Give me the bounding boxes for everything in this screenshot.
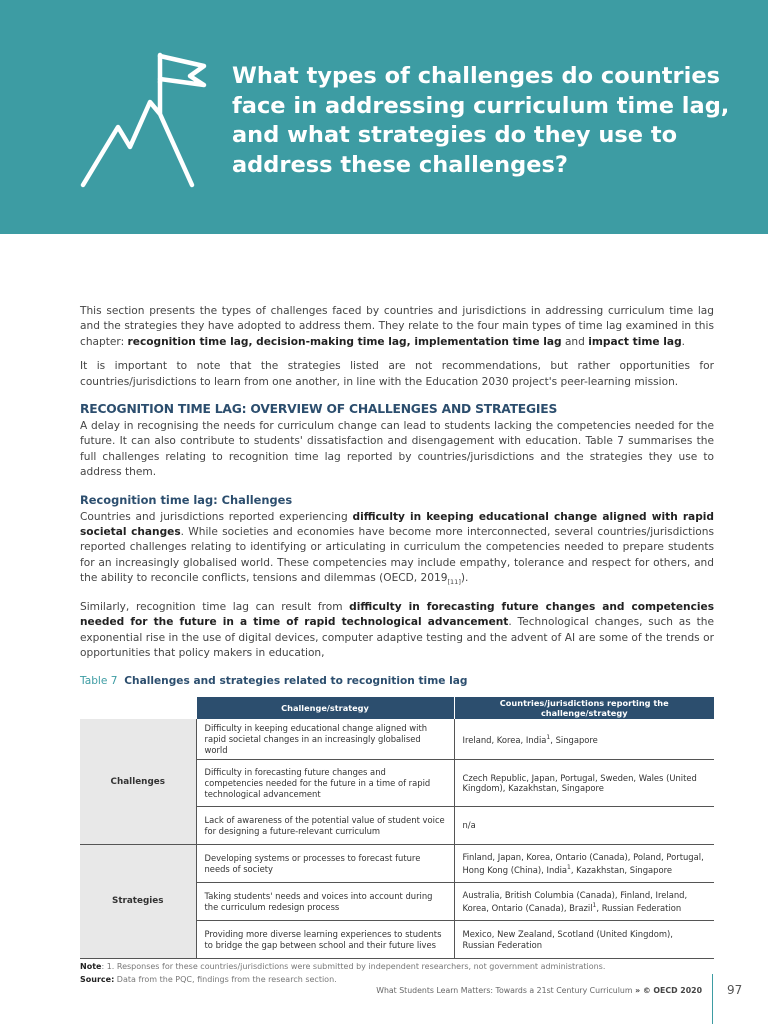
table-note: Note: 1. Responses for these countries/jurisdictions were submitted by independent researchers, not government administrations. xyxy=(80,962,606,972)
table-row xyxy=(80,845,714,883)
table-cell-countries: Australia, British Columbia (Canada), Finland, Ireland, Korea, Ontario (Canada), Brazil$^1$, Russian Federation xyxy=(454,883,714,921)
table-cell-item: Developing systems or processes to forecast future needs of society xyxy=(196,845,454,883)
challenges-strategies-table xyxy=(80,697,714,959)
table-header-row xyxy=(80,697,714,719)
subsection-heading: Recognition time lag: Challenges xyxy=(80,492,293,507)
table-cell-countries: n/a xyxy=(454,807,714,845)
section-heading: RECOGNITION TIME LAG: OVERVIEW OF CHALLENGES AND STRATEGIES xyxy=(80,402,558,417)
table-cell-item: Difficulty in forecasting future changes and competencies needed for the future in a time of rapid technological advancement xyxy=(196,760,454,807)
table-notes xyxy=(80,961,714,986)
footer-text: What Students Learn Matters: Towards a 21st Century Curriculum » © OECD 2020 xyxy=(376,986,702,995)
category-strategies: Strategies xyxy=(80,845,196,959)
table-header-countries: Countries/jurisdictions reporting the challenge/strategy xyxy=(454,697,714,719)
footer-divider xyxy=(712,974,713,1024)
table-source: Source: Data from the PQC, findings from the research section. xyxy=(80,974,337,984)
table-cell-item: Difficulty in keeping educational change aligned with rapid societal changes in an increasingly globalised world xyxy=(196,719,454,759)
section-paragraph-3: Similarly, recognition time lag can result from difficulty in forecasting future changes and competencies needed for the future in a time of rapid technological advancement. Technological changes, such as the exponential rise in the use of digital devices, computer adaptive testing and the advent of AI are some of the trends or opportunities that policy makers in education, xyxy=(80,600,715,660)
table-cell-item: Taking students' needs and voices into account during the curriculum redesign process xyxy=(196,883,454,921)
section-paragraph-1: A delay in recognising the needs for curriculum change can lead to students lacking the competencies needed for the future. It can also contribute to students' dissatisfaction and disengagement with education. Table 7 summarises the full challenges relating to recognition time lag reported by countries/jurisdictions and the strategies they use to address them. xyxy=(80,420,714,479)
page-number: 97 xyxy=(727,983,743,997)
intro-paragraph-2: It is important to note that the strategies listed are not recommendations, but rather opportunities for countries/jurisdictions to learn from one another, in line with the Education 2030 project's peer-learning mission. xyxy=(80,360,714,388)
table-row xyxy=(80,719,714,759)
category-challenges: Challenges xyxy=(80,719,196,844)
header-banner xyxy=(0,0,768,234)
table-cell-countries: Ireland, Korea, India$^1$, Singapore xyxy=(454,719,714,759)
page-title: What types of challenges do countries face in addressing curriculum time lag, and what strategies do they use to address these challenges? xyxy=(232,63,730,178)
mountain-flag-icon xyxy=(78,52,208,188)
main-content xyxy=(80,304,714,986)
table-cell-item: Providing more diverse learning experiences to students to bridge the gap between school and their future lives xyxy=(196,921,454,959)
table-corner-cell xyxy=(80,697,196,719)
table-cell-countries: Mexico, New Zealand, Scotland (United Kingdom), Russian Federation xyxy=(454,921,714,959)
table-cell-item: Lack of awareness of the potential value of student voice for designing a future-relevant curriculum xyxy=(196,807,454,845)
section-paragraph-2: Countries and jurisdictions reported experiencing difficulty in keeping educational change aligned with rapid societal changes. While societies and economies have become more interconnected, several countries/jurisdictions reported challenges relating to identifying or articulating in curriculum the competencies needed to prepare students for an increasingly globalised world. These competencies may include empathy, tolerance and respect for others, and the ability to reconcile conflicts, tensions and dilemmas (OECD, $2019_{[11]}$). xyxy=(80,510,714,587)
table-cell-countries: Czech Republic, Japan, Portugal, Sweden, Wales (United Kingdom), Kazakhstan, Singapore xyxy=(454,760,714,807)
table-cell-countries: Finland, Japan, Korea, Ontario (Canada), Poland, Portugal, Hong Kong (China), India$^1$, Kazakhstan, Singapore xyxy=(454,845,714,883)
table-caption: Table 7 Challenges and strategies related to recognition time lag xyxy=(80,675,468,688)
table-header-challenge-strategy: Challenge/strategy xyxy=(196,697,454,719)
intro-paragraph-1: This section presents the types of challenges faced by countries and jurisdictions in addressing curriculum time lag and the strategies they have adopted to address them. They relate to the four main types of time lag examined in this chapter: recognition time lag, decision-making time lag, implementation time lag and impact time lag. xyxy=(80,305,714,348)
